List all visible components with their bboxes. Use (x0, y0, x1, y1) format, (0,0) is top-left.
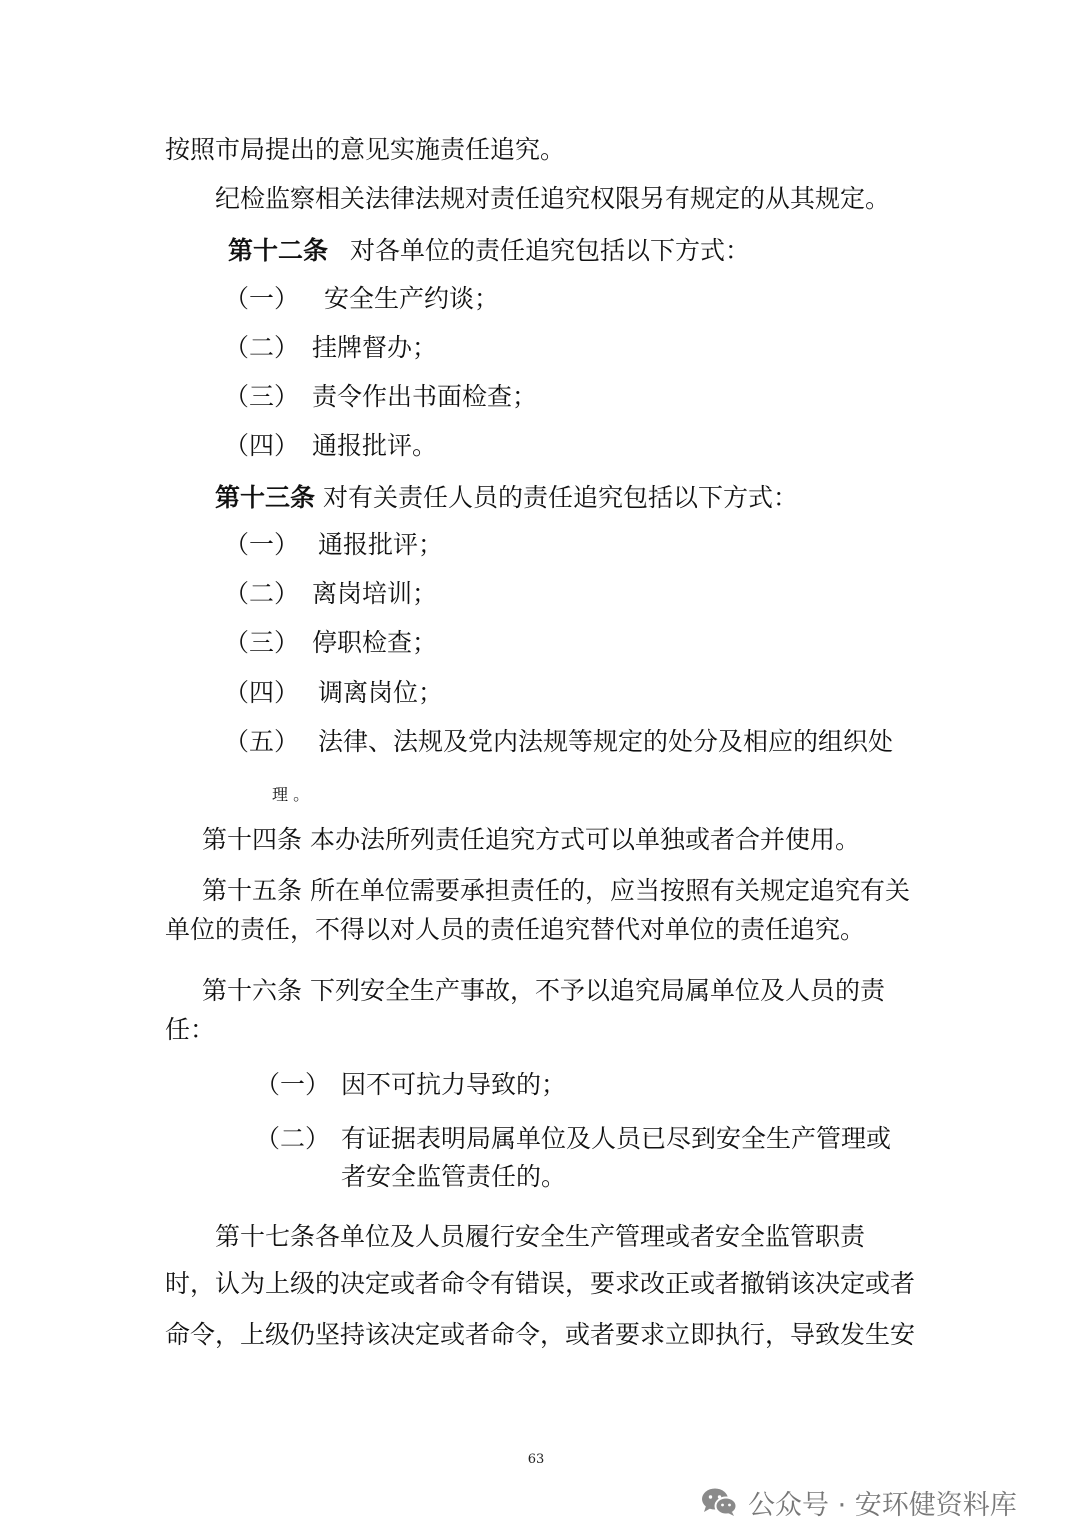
paragraph-line: 单位的责任，不得以对人员的责任追究替代对单位的责任追究。 (165, 915, 866, 944)
list-item-text: 离岗培训； (312, 579, 438, 608)
article-17: 第十七条各单位及人员履行安全生产管理或者安全监管职责 (215, 1222, 866, 1251)
list-item-text: 安全生产约谈； (324, 284, 500, 313)
watermark (700, 1482, 1017, 1522)
list-item-text: 挂牌督办； (312, 333, 438, 362)
paragraph-line: 任： (165, 1015, 216, 1044)
paragraph-line: 时，认为上级的决定或者命令有错误，要求改正或者撤销该决定或者 (165, 1269, 916, 1298)
paragraph-line: 按照市局提出的意见实施责任追究。 (165, 135, 566, 164)
list-item-number: （二） (255, 1124, 331, 1153)
list-item-text: 通报批评； (318, 530, 444, 559)
list-item (224, 380, 537, 414)
article-13 (215, 481, 798, 515)
list-item-text: 调离岗位； (318, 678, 444, 707)
list-item-number: （三） (224, 628, 300, 657)
list-item-number: （五） (224, 727, 300, 756)
list-item-number: （二） (224, 579, 300, 608)
paragraph-line: 命令，上级仍坚持该决定或者命令，或者要求立即执行，导致发生安 (165, 1320, 916, 1349)
page-number: 63 (527, 1452, 545, 1467)
list-item-text: 通报批评。 (312, 431, 438, 460)
list-item-number: （一） (255, 1070, 331, 1099)
list-item (255, 1068, 566, 1102)
list-item-text: 有证据表明局属单位及人员已尽到安全生产管理或 (341, 1124, 892, 1153)
list-item-number: （二） (224, 333, 300, 362)
article-title: 第十二条 (228, 236, 329, 265)
article-text: 对各单位的责任追究包括以下方式： (350, 236, 751, 265)
wechat-icon (700, 1486, 738, 1518)
list-item-number: （四） (224, 431, 300, 460)
list-item (224, 626, 437, 660)
list-item (224, 676, 443, 710)
paragraph-line: 纪检监察相关法律法规对责任追究权限另有规定的从其规定。 (215, 184, 891, 213)
list-item (224, 429, 437, 463)
list-item-number: （三） (224, 382, 300, 411)
list-item (224, 577, 437, 611)
article-title: 第十三条 (215, 483, 316, 512)
watermark-text: 公众号 · 安环健资料库 (748, 1489, 1017, 1521)
article-14: 第十四条 本办法所列责任追究方式可以单独或者合并使用。 (202, 825, 860, 854)
list-item-number: （四） (224, 678, 300, 707)
list-item (255, 1122, 891, 1156)
article-12 (228, 234, 750, 268)
list-item-text: 因不可抗力导致的； (341, 1070, 567, 1099)
list-item (224, 331, 437, 365)
list-item (224, 282, 499, 316)
list-item-number: （一） (224, 530, 300, 559)
list-item-text: 责令作出书面检查； (312, 382, 538, 411)
list-item-number: （一） (224, 284, 300, 313)
list-item-text: 法律、法规及党内法规等规定的处分及相应的组织处 (318, 727, 894, 756)
list-item-continuation: 理 。 (272, 785, 310, 804)
article-text: 对有关责任人员的责任追究包括以下方式： (323, 483, 799, 512)
article-15: 第十五条 所在单位需要承担责任的，应当按照有关规定追究有关 (202, 876, 910, 905)
list-item-text: 停职检查； (312, 628, 438, 657)
list-item (224, 528, 443, 562)
list-item-continuation: 者安全监管责任的。 (341, 1162, 567, 1191)
article-16: 第十六条 下列安全生产事故，不予以追究局属单位及人员的责 (202, 976, 885, 1005)
list-item (224, 725, 893, 759)
